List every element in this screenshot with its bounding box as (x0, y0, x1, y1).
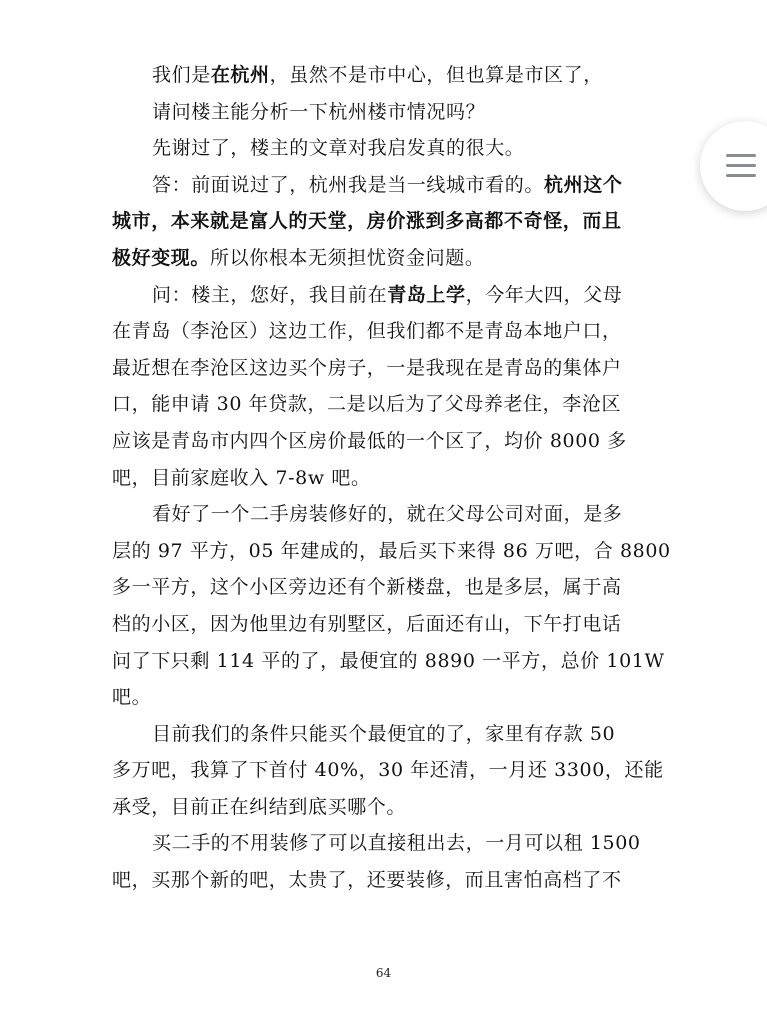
text-run: 买二手的不用装修了可以直接租出去，一月可以租 1500 (152, 832, 641, 855)
text-run: 承受，目前正在纠结到底买哪个。 (112, 795, 407, 818)
text-run: 目前我们的条件只能买个最便宜的了，家里有存款 50 (152, 722, 616, 745)
paragraph-line (112, 606, 660, 643)
paragraph-line (112, 313, 660, 350)
paragraph-line (112, 569, 660, 606)
text-run: 档的小区，因为他里边有别墅区，后面还有山，下午打电话 (112, 612, 622, 635)
paragraph-line (112, 203, 660, 240)
paragraph-line (112, 240, 660, 277)
bold-text-run: 杭州这个 (544, 173, 623, 196)
paragraph-line (112, 350, 660, 387)
paragraph-first-line (112, 130, 660, 167)
document-body (112, 57, 671, 899)
bold-text-run: 在杭州 (210, 64, 270, 86)
paragraph-line (112, 862, 660, 899)
text-run: 应该是青岛市内四个区房价最低的一个区了，均价 8000 多 (112, 429, 627, 452)
text-run: 口，能申请 30 年贷款，二是以后为了父母养老住，李沧区 (112, 393, 622, 416)
paragraph-first-line (112, 167, 660, 204)
menu-button[interactable] (700, 121, 767, 211)
text-run: 多万吧，我算了下首付 40%，30 年还清，一月还 3300，还能 (112, 759, 664, 782)
paragraph-line (112, 789, 660, 826)
text-run: 吧，买那个新的吧，太贵了，还要装修，而且害怕高档了不 (112, 869, 622, 892)
hamburger-menu-icon (726, 154, 756, 178)
text-run: 我们是 (152, 64, 211, 86)
paragraph-first-line (112, 57, 660, 94)
text-run: 问了下只剩 114 平的了，最便宜的 8890 一平方，总价 101W (112, 649, 665, 672)
text-run: 所以你根本无须担忧资金问题。 (210, 246, 485, 269)
text-run: 吧。 (112, 686, 152, 709)
text-run: ，今年大四，父母 (465, 283, 623, 306)
paragraph-line (112, 643, 665, 680)
paragraph-line (112, 386, 660, 423)
text-run: 请问楼主能分析一下杭州楼市情况吗？ (152, 100, 486, 123)
text-run: 问：楼主，您好，我目前在 (152, 283, 388, 306)
paragraph-first-line (112, 277, 660, 314)
text-run: 先谢过了，楼主的文章对我启发真的很大。 (152, 137, 525, 160)
bold-text-run: 城市，本来就是富人的天堂，房价涨到多高都不奇怪，而且 (112, 210, 622, 233)
paragraph-line (112, 423, 660, 460)
text-run: 最近想在李沧区这边买个房子，一是我现在是青岛的集体户 (112, 356, 622, 379)
text-run: 吧，目前家庭收入 7-8w 吧。 (112, 466, 371, 489)
bold-text-run: 极好变现。 (112, 246, 211, 269)
paragraph-first-line (112, 825, 660, 862)
paragraph-line (112, 533, 671, 570)
text-run: 在青岛（李沧区）这边工作，但我们都不是青岛本地户口， (112, 320, 622, 343)
page-number: 64 (375, 966, 392, 980)
text-run: ，虽然不是市中心，但也算是市区了， (269, 64, 603, 86)
text-run: 答：前面说过了，杭州我是当一线城市看的。 (152, 173, 545, 196)
text-run: 看好了一个二手房装修好的，就在父母公司对面，是多 (152, 503, 623, 526)
paragraph-first-line (112, 496, 660, 533)
bold-text-run: 青岛上学 (387, 283, 466, 306)
text-run: 层的 97 平方，05 年建成的，最后买下来得 86 万吧，合 8800 (112, 539, 671, 562)
paragraph-line (112, 679, 660, 716)
text-run: 多一平方，这个小区旁边还有个新楼盘，也是多层，属于高 (112, 576, 622, 599)
paragraph-line (112, 460, 660, 497)
paragraph-line (112, 752, 664, 789)
paragraph-first-line (112, 716, 660, 753)
paragraph-first-line (112, 94, 660, 131)
